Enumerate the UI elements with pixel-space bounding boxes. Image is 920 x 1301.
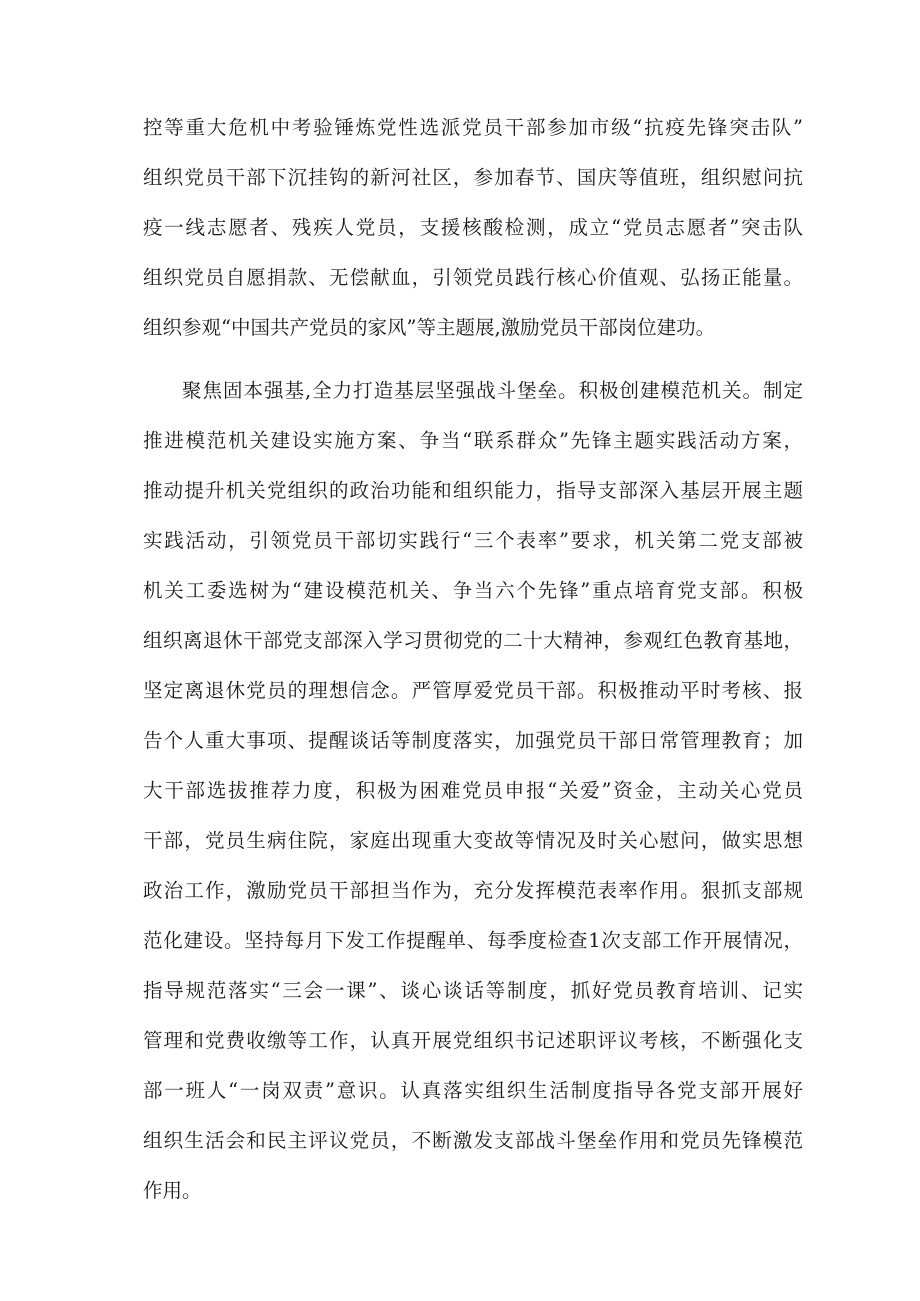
- text-line: 大干部选拔推荐力度，积极为困难党员申报“关爱”资金，主动关心党员: [143, 779, 803, 802]
- text-line: 组织参观“中国共产党员的家风”等主题展,激励党员干部岗位建功。: [143, 316, 716, 339]
- text-line: 实践活动，引领党员干部切实践行“三个表率”要求，机关第二党支部被: [143, 529, 803, 552]
- text-line: 机关工委选树为“建设模范机关、争当六个先锋”重点培育党支部。积极: [143, 579, 803, 602]
- text-line: 控等重大危机中考验锤炼党性选派党员干部参加市级“抗疫先锋突击队”: [143, 116, 803, 139]
- text-line: 范化建设。坚持每月下发工作提醒单、每季度检查1次支部工作开展情况，: [143, 929, 803, 952]
- text-line: 部一班人“一岗双责”意识。认真落实组织生活制度指导各党支部开展好: [143, 1079, 803, 1102]
- text-line: 作用。: [143, 1179, 202, 1202]
- text-line: 组织党员干部下沉挂钩的新河社区，参加春节、国庆等值班，组织慰问抗: [143, 166, 803, 189]
- text-line: 干部，党员生病住院，家庭出现重大变故等情况及时关心慰问，做实思想: [143, 829, 803, 852]
- text-line: 组织生活会和民主评议党员，不断激发支部战斗堡垒作用和党员先锋模范: [143, 1129, 803, 1152]
- text-line: 指导规范落实“三会一课”、谈心谈话等制度，抓好党员教育培训、记实: [143, 979, 803, 1002]
- text-line: 聚焦固本强基,全力打造基层坚强战斗堡垒。积极创建模范机关。制定: [182, 379, 803, 402]
- text-line: 告个人重大事项、提醒谈话等制度落实，加强党员干部日常管理教育；加: [143, 729, 803, 752]
- text-line: 疫一线志愿者、残疾人党员，支援核酸检测，成立“党员志愿者”突击队: [143, 216, 803, 239]
- text-line: 推动提升机关党组织的政治功能和组织能力，指导支部深入基层开展主题: [143, 479, 803, 502]
- text-line: 组织党员自愿捐款、无偿献血，引领党员践行核心价值观、弘扬正能量。: [143, 266, 803, 289]
- text-line: 组织离退休干部党支部深入学习贯彻党的二十大精神，参观红色教育基地，: [143, 629, 803, 652]
- text-line: 管理和党费收缴等工作，认真开展党组织书记述职评议考核，不断强化支: [143, 1029, 803, 1052]
- text-line: 坚定离退休党员的理想信念。严管厚爱党员干部。积极推动平时考核、报: [143, 679, 803, 702]
- text-line: 推进模范机关建设实施方案、争当“联系群众”先锋主题实践活动方案，: [143, 429, 803, 452]
- text-line: 政治工作，激励党员干部担当作为，充分发挥模范表率作用。狠抓支部规: [143, 879, 803, 902]
